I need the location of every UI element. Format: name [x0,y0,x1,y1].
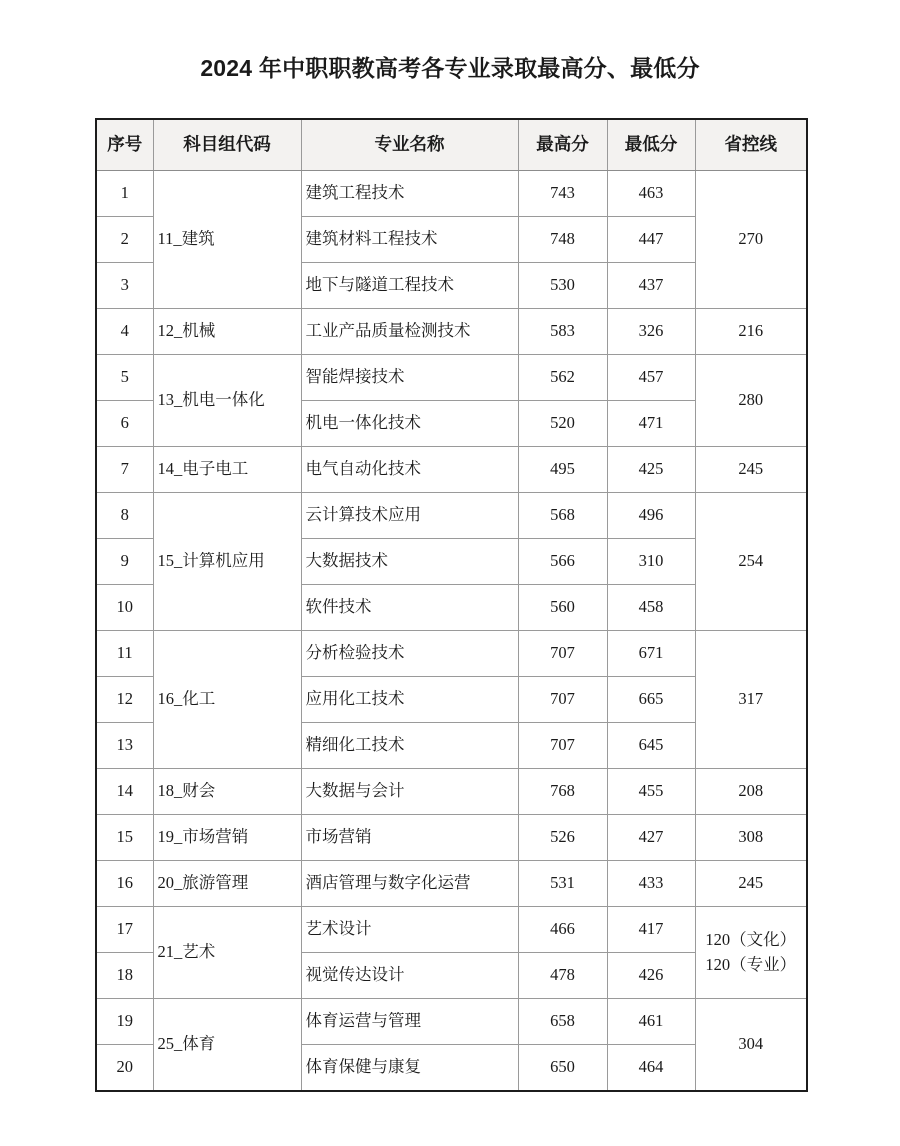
cell-index: 6 [96,401,153,447]
table-row [96,493,807,539]
cell-province-line: 254 [695,493,807,631]
cell-index: 12 [96,677,153,723]
cell-high-score: 566 [518,539,607,585]
cell-major-name: 应用化工技术 [301,677,518,723]
cell-province-line [695,907,807,999]
cell-index: 18 [96,953,153,999]
cell-low-score: 671 [607,631,695,677]
cell-high-score: 707 [518,723,607,769]
cell-low-score: 455 [607,769,695,815]
cell-major-name: 地下与隧道工程技术 [301,263,518,309]
table-header [96,119,807,171]
cell-major-name: 视觉传达设计 [301,953,518,999]
cell-province-line: 304 [695,999,807,1092]
cell-high-score: 748 [518,217,607,263]
cell-province-line: 245 [695,447,807,493]
cell-high-score: 707 [518,631,607,677]
cell-index: 2 [96,217,153,263]
cell-low-score: 461 [607,999,695,1045]
cell-group-code: 14_电子电工 [153,447,301,493]
cell-index: 10 [96,585,153,631]
cell-low-score: 457 [607,355,695,401]
cell-high-score: 707 [518,677,607,723]
cell-major-name: 大数据与会计 [301,769,518,815]
cell-low-score: 326 [607,309,695,355]
cell-group-code: 13_机电一体化 [153,355,301,447]
cell-low-score: 437 [607,263,695,309]
cell-province-line: 208 [695,769,807,815]
cell-low-score: 458 [607,585,695,631]
column-header-high-score: 最高分 [518,119,607,171]
province-line-part: 120（专业） [705,954,797,974]
cell-high-score: 478 [518,953,607,999]
cell-low-score: 665 [607,677,695,723]
table-row [96,355,807,401]
cell-low-score: 463 [607,171,695,217]
cell-low-score: 310 [607,539,695,585]
cell-high-score: 658 [518,999,607,1045]
cell-low-score: 427 [607,815,695,861]
cell-high-score: 520 [518,401,607,447]
cell-major-name: 体育运营与管理 [301,999,518,1045]
cell-major-name: 建筑材料工程技术 [301,217,518,263]
cell-major-name: 智能焊接技术 [301,355,518,401]
table-row [96,861,807,907]
column-header-index: 序号 [96,119,153,171]
cell-index: 11 [96,631,153,677]
page-title: 2024 年中职职教高考各专业录取最高分、最低分 [200,55,700,81]
cell-index: 13 [96,723,153,769]
cell-high-score: 560 [518,585,607,631]
province-line-part: 120（文化） [705,929,797,949]
table-row [96,171,807,217]
cell-index: 7 [96,447,153,493]
cell-low-score: 645 [607,723,695,769]
cell-province-line: 317 [695,631,807,769]
column-header-low-score: 最低分 [607,119,695,171]
cell-province-line: 280 [695,355,807,447]
column-header-province-line: 省控线 [695,119,807,171]
cell-high-score: 583 [518,309,607,355]
table-row [96,631,807,677]
column-header-group-code: 科目组代码 [153,119,301,171]
cell-index: 3 [96,263,153,309]
cell-low-score: 447 [607,217,695,263]
cell-high-score: 531 [518,861,607,907]
cell-high-score: 568 [518,493,607,539]
score-table-container [95,118,806,1092]
cell-index: 19 [96,999,153,1045]
cell-low-score: 417 [607,907,695,953]
cell-index: 9 [96,539,153,585]
cell-province-line: 270 [695,171,807,309]
cell-index: 15 [96,815,153,861]
cell-major-name: 艺术设计 [301,907,518,953]
cell-low-score: 426 [607,953,695,999]
cell-group-code: 18_财会 [153,769,301,815]
cell-index: 17 [96,907,153,953]
cell-index: 16 [96,861,153,907]
cell-major-name: 机电一体化技术 [301,401,518,447]
cell-major-name: 酒店管理与数字化运营 [301,861,518,907]
cell-group-code: 21_艺术 [153,907,301,999]
admission-score-table [95,118,808,1092]
cell-high-score: 495 [518,447,607,493]
cell-high-score: 530 [518,263,607,309]
table-row [96,309,807,355]
column-header-major-name: 专业名称 [301,119,518,171]
table-row [96,769,807,815]
cell-group-code: 11_建筑 [153,171,301,309]
cell-major-name: 云计算技术应用 [301,493,518,539]
cell-group-code: 19_市场营销 [153,815,301,861]
cell-high-score: 466 [518,907,607,953]
cell-low-score: 471 [607,401,695,447]
cell-province-line: 216 [695,309,807,355]
cell-province-line: 308 [695,815,807,861]
cell-index: 4 [96,309,153,355]
cell-index: 20 [96,1045,153,1092]
table-row [96,447,807,493]
cell-low-score: 496 [607,493,695,539]
cell-low-score: 464 [607,1045,695,1092]
table-header-row [96,119,807,171]
cell-group-code: 16_化工 [153,631,301,769]
cell-group-code: 25_体育 [153,999,301,1092]
table-row [96,815,807,861]
cell-high-score: 650 [518,1045,607,1092]
cell-major-name: 电气自动化技术 [301,447,518,493]
cell-high-score: 768 [518,769,607,815]
cell-group-code: 20_旅游管理 [153,861,301,907]
cell-high-score: 562 [518,355,607,401]
cell-group-code: 12_机械 [153,309,301,355]
cell-index: 8 [96,493,153,539]
cell-high-score: 743 [518,171,607,217]
cell-major-name: 建筑工程技术 [301,171,518,217]
cell-major-name: 软件技术 [301,585,518,631]
cell-major-name: 体育保健与康复 [301,1045,518,1092]
table-row [96,907,807,953]
cell-low-score: 433 [607,861,695,907]
cell-major-name: 大数据技术 [301,539,518,585]
cell-group-code: 15_计算机应用 [153,493,301,631]
cell-major-name: 分析检验技术 [301,631,518,677]
cell-low-score: 425 [607,447,695,493]
cell-major-name: 精细化工技术 [301,723,518,769]
table-body [96,171,807,1092]
cell-province-line: 245 [695,861,807,907]
cell-index: 5 [96,355,153,401]
cell-high-score: 526 [518,815,607,861]
cell-index: 1 [96,171,153,217]
cell-major-name: 工业产品质量检测技术 [301,309,518,355]
table-row [96,999,807,1045]
cell-index: 14 [96,769,153,815]
cell-major-name: 市场营销 [301,815,518,861]
